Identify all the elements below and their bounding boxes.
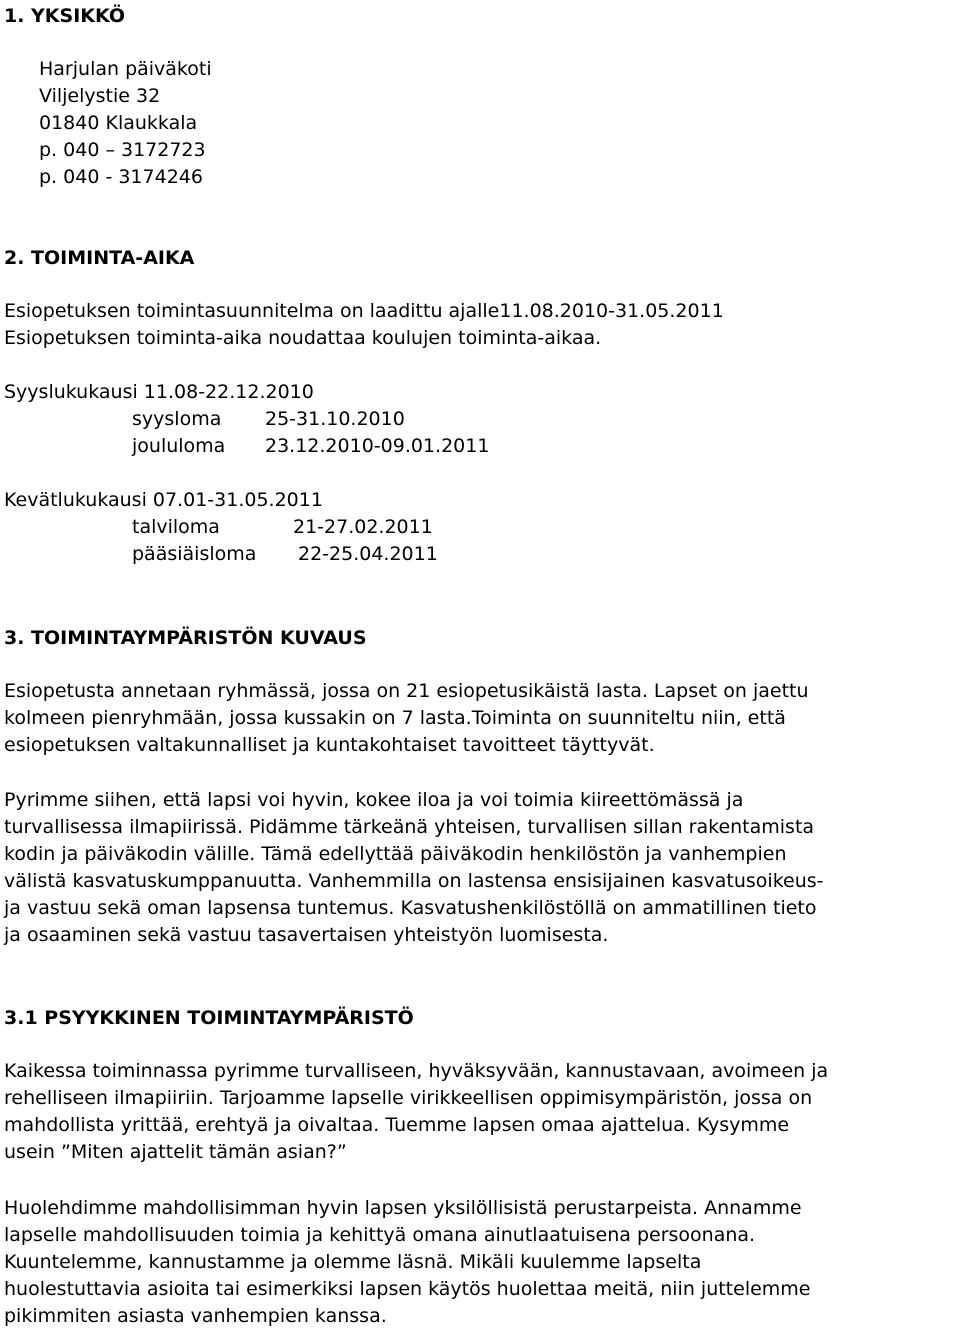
autumn-break-1 [132, 406, 405, 433]
section-3-p2-line-4: välistä kasvatuskumppanuutta. Vanhemmilla on lastensa ensisijainen kasvatusoikeus- [4, 870, 824, 892]
break-label: syysloma [132, 408, 222, 430]
section-3-p2-line-3: kodin ja päiväkodin välille. Tämä edellyttää päiväkodin henkilöstön ja vanhempien [4, 843, 787, 865]
address-phone-1: p. 040 – 3172723 [39, 139, 206, 161]
section-3-p1-line-1: Esiopetusta annetaan ryhmässä, jossa on 21 esiopetusikäistä lasta. Lapset on jaettu [4, 680, 809, 702]
section-3-p2-line-1: Pyrimme siihen, että lapsi voi hyvin, kokee iloa ja voi toimia kiireettömässä ja [4, 789, 744, 811]
break-date: 21-27.02.2011 [293, 516, 433, 538]
section-3-1-p1-line-2: rehelliseen ilmapiiriin. Tarjoamme lapselle virikkeellisen oppimisympäristön, jossa on [4, 1087, 813, 1109]
section-3-1-p2-line-5: pikimmiten asiasta vanhempien kanssa. [4, 1305, 387, 1327]
spring-term-title: Kevätlukukausi 07.01-31.05.2011 [4, 489, 323, 511]
autumn-term-title: Syyslukukausi 11.08-22.12.2010 [4, 381, 314, 403]
spring-break-1 [132, 514, 433, 541]
break-label: pääsiäisloma [132, 543, 257, 565]
address-city: 01840 Klaukkala [39, 112, 198, 134]
section-3-p1-line-3: esiopetuksen valtakunnalliset ja kuntakohtaiset tavoitteet täyttyvät. [4, 734, 655, 756]
break-date: 25-31.10.2010 [265, 408, 405, 430]
break-date: 22-25.04.2011 [298, 543, 438, 565]
address-name: Harjulan päiväkoti [39, 58, 212, 80]
break-label: joululoma [132, 435, 226, 457]
address-street: Viljelystie 32 [39, 85, 161, 107]
section-3-1-p2-line-3: Kuuntelemme, kannustamme ja olemme läsnä. Mikäli kuulemme lapselta [4, 1251, 702, 1273]
section-2-heading: 2. TOIMINTA-AIKA [4, 247, 195, 269]
section-3-1-p2-line-4: huolestuttavia asioita tai esimerkiksi lapsen käytös huolettaa meitä, niin juttelemme [4, 1278, 811, 1300]
section-2-line-1: Esiopetuksen toimintasuunnitelma on laadittu ajalle11.08.2010-31.05.2011 [4, 300, 724, 322]
break-label: talviloma [132, 516, 220, 538]
spring-break-2 [132, 541, 438, 568]
autumn-break-2 [132, 433, 490, 460]
section-3-1-heading: 3.1 PSYYKKINEN TOIMINTAYMPÄRISTÖ [4, 1007, 414, 1029]
section-3-p2-line-5: ja vastuu sekä oman lapsensa tuntemus. Kasvatushenkilöstöllä on ammatillinen tieto [4, 897, 817, 919]
section-3-1-p2-line-2: lapselle mahdollisuuden toimia ja kehittyä omana ainutlaatuisena persoonana. [4, 1224, 756, 1246]
section-1-heading: 1. YKSIKKÖ [4, 5, 126, 27]
section-3-1-p1-line-1: Kaikessa toiminnassa pyrimme turvalliseen, hyväksyvään, kannustavaan, avoimeen ja [4, 1060, 829, 1082]
section-3-p2-line-6: ja osaaminen sekä vastuu tasavertaisen yhteistyön luomisesta. [4, 924, 609, 946]
section-2-line-2: Esiopetuksen toiminta-aika noudattaa koulujen toiminta-aikaa. [4, 327, 602, 349]
section-3-p2-line-2: turvallisessa ilmapiirissä. Pidämme tärkeänä yhteisen, turvallisen sillan rakentamista [4, 816, 815, 838]
section-3-1-p2-line-1: Huolehdimme mahdollisimman hyvin lapsen yksilöllisistä perustarpeista. Annamme [4, 1197, 802, 1219]
section-3-p1-line-2: kolmeen pienryhmään, jossa kussakin on 7 lasta.Toiminta on suunniteltu niin, että [4, 707, 786, 729]
section-3-1-p1-line-3: mahdollista yrittää, erehtyä ja oivaltaa. Tuemme lapsen omaa ajattelua. Kysymme [4, 1114, 790, 1136]
section-3-1-p1-line-4: usein ”Miten ajattelit tämän asian?” [4, 1141, 347, 1163]
address-phone-2: p. 040 - 3174246 [39, 166, 203, 188]
section-3-heading: 3. TOIMINTAYMPÄRISTÖN KUVAUS [4, 627, 367, 649]
break-date: 23.12.2010-09.01.2011 [265, 435, 490, 457]
